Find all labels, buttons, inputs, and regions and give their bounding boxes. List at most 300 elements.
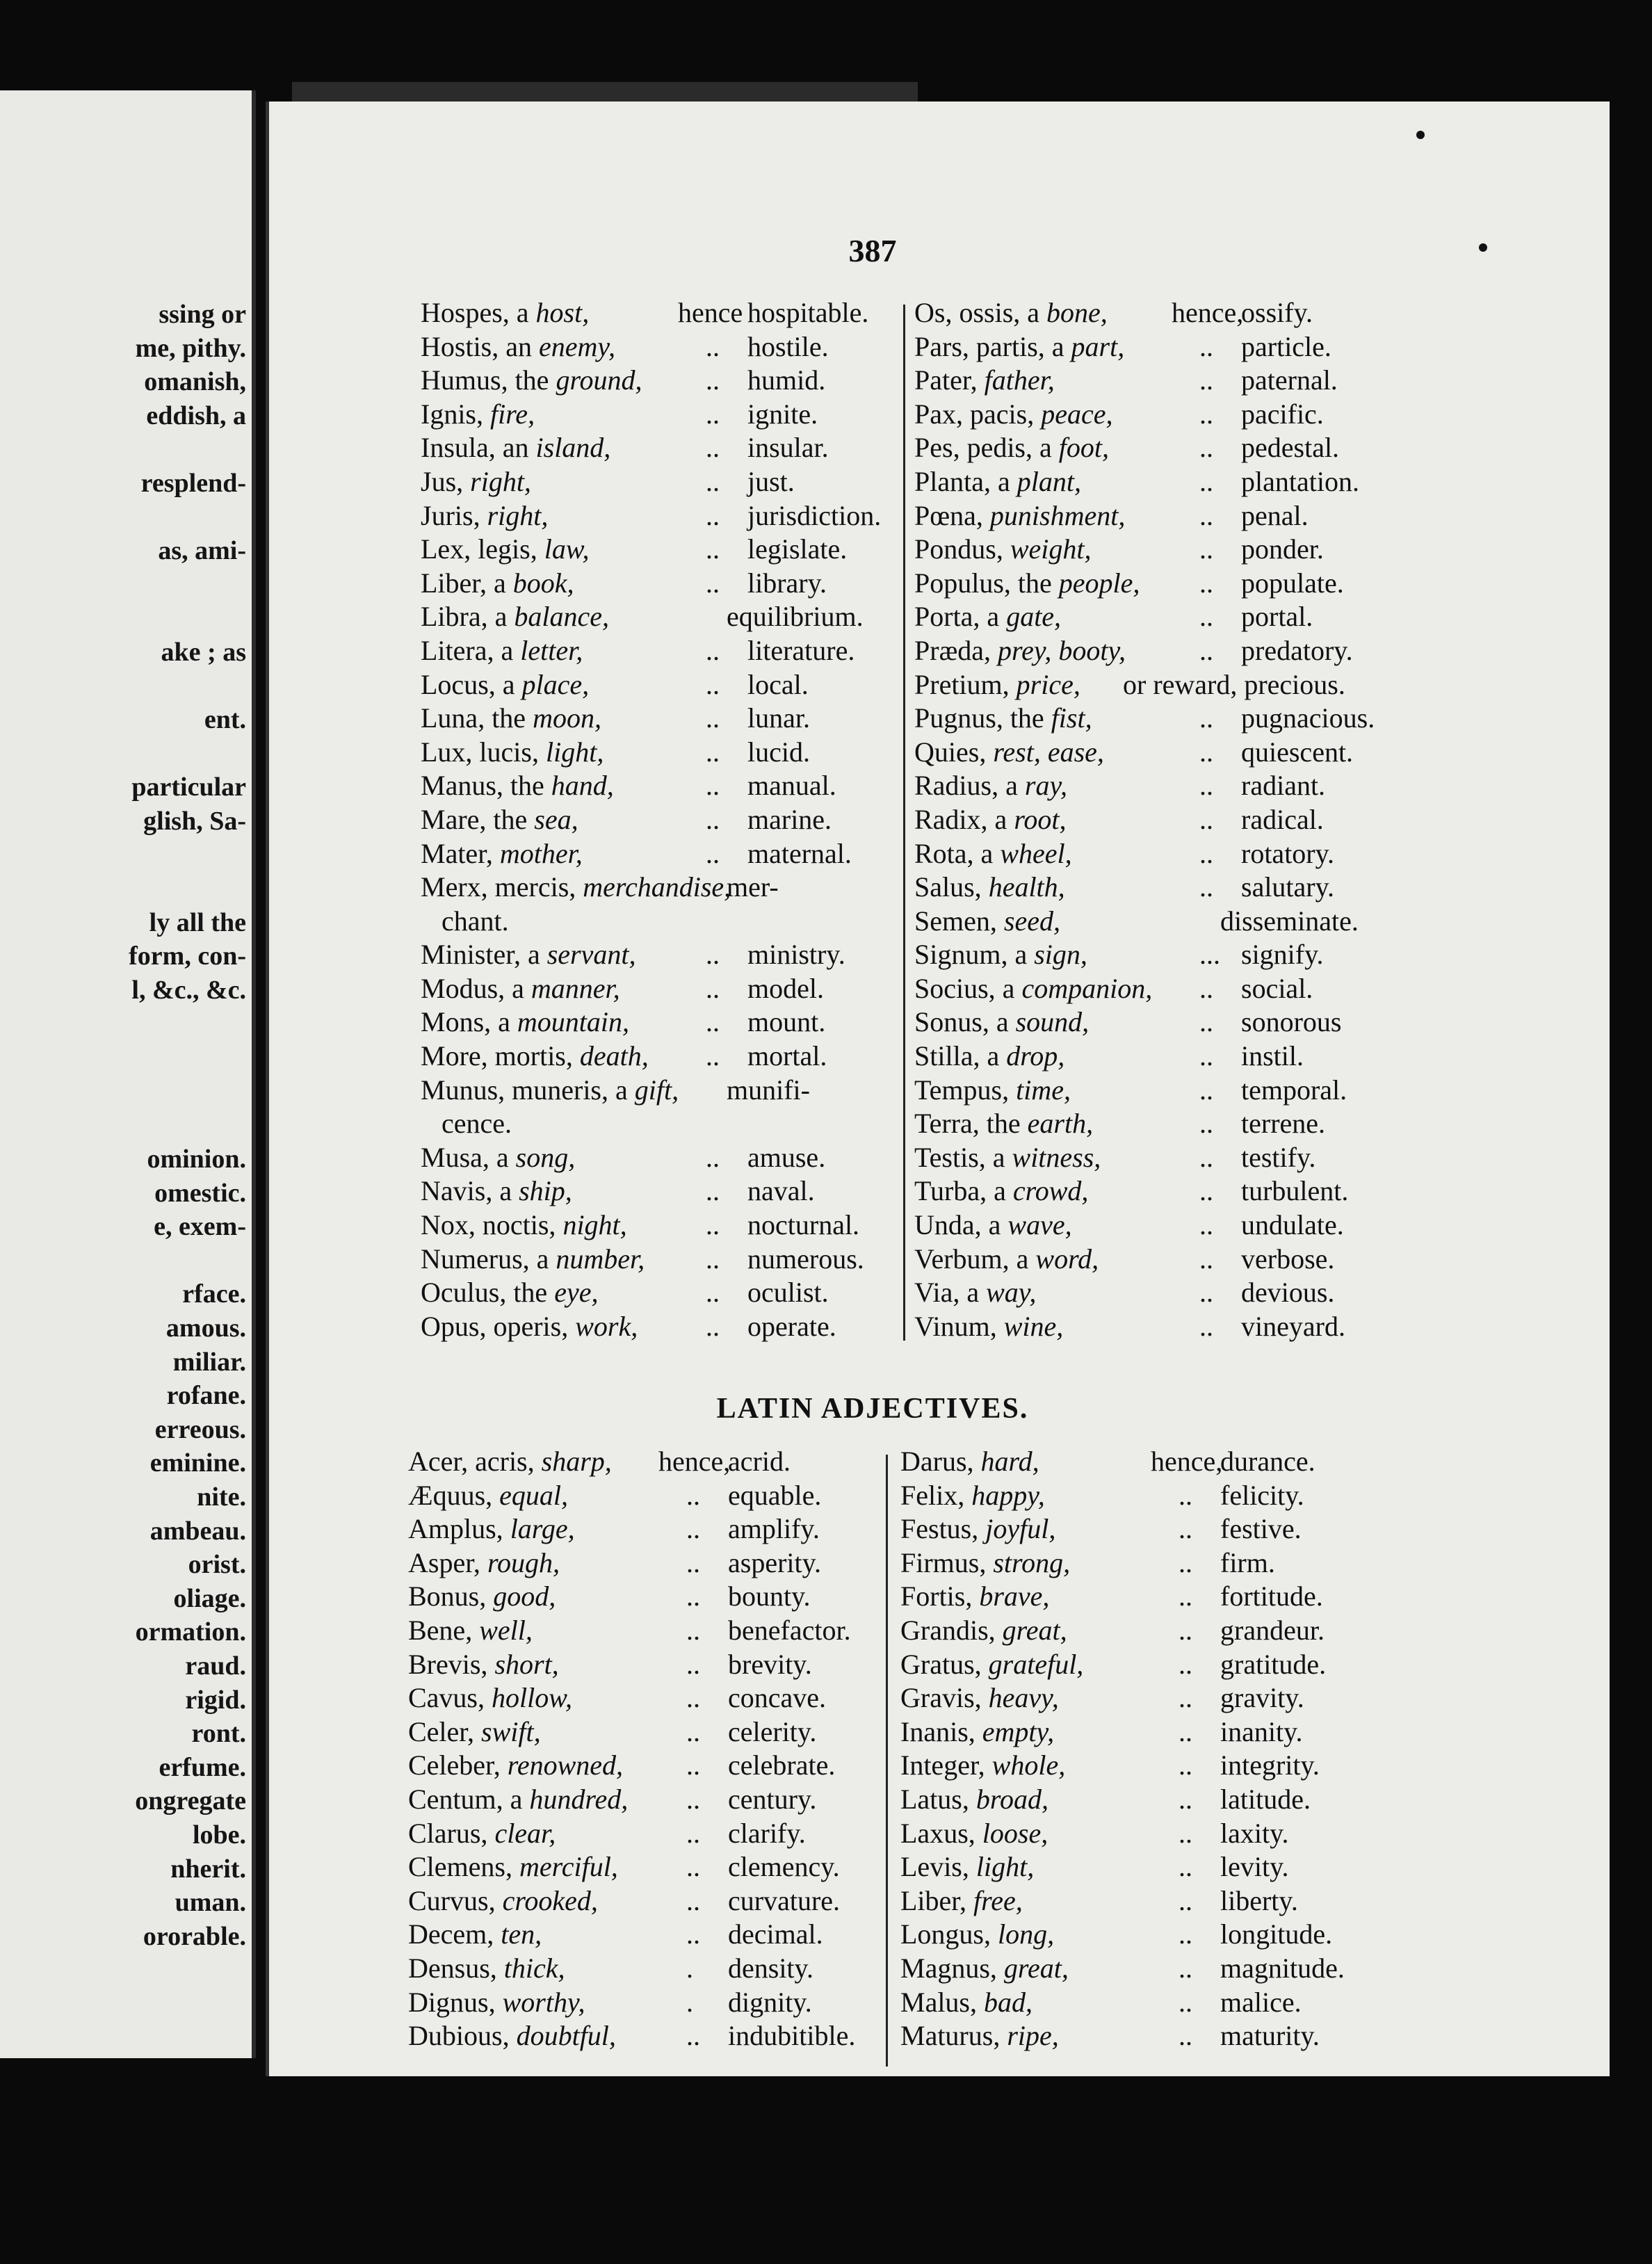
meaning: great, xyxy=(1002,1614,1067,1646)
latin-headword: Bonus, xyxy=(408,1580,494,1612)
entry-row xyxy=(914,1141,1415,1175)
meaning: people, xyxy=(1058,567,1140,599)
english-derivative: durance. xyxy=(1220,1446,1315,1477)
latin-headword: Liber, xyxy=(900,1884,974,1916)
latin-headword: Celeber, xyxy=(408,1749,508,1781)
leader: hence, xyxy=(1172,297,1244,328)
latin-headword: Humus, the xyxy=(421,364,556,396)
latin-word xyxy=(914,871,1065,905)
leader: .. xyxy=(706,499,720,531)
latin-headword: Acer, acris, xyxy=(408,1446,542,1477)
meaning: crooked, xyxy=(502,1884,598,1916)
meaning: ten, xyxy=(501,1918,542,1950)
latin-headword: Munus, muneris, a xyxy=(421,1074,635,1106)
latin-word xyxy=(421,533,590,567)
leader: .. xyxy=(1199,803,1213,835)
meaning: book, xyxy=(512,567,574,599)
entry-row xyxy=(408,1986,888,2020)
entry-row xyxy=(900,1681,1401,1715)
latin-headword: Amplus, xyxy=(408,1513,510,1545)
latin-headword: Quies, xyxy=(914,736,994,768)
english-derivative: turbulent. xyxy=(1241,1175,1349,1207)
latin-word xyxy=(421,769,614,803)
meaning: witness, xyxy=(1012,1141,1101,1173)
leader: .. xyxy=(706,736,720,768)
latin-word xyxy=(900,1648,1083,1682)
latin-word xyxy=(900,1749,1065,1783)
english-derivative: pacific. xyxy=(1241,398,1324,430)
meaning: empty, xyxy=(982,1715,1055,1747)
english-derivative: celebrate. xyxy=(728,1749,836,1781)
entry-row xyxy=(421,634,900,668)
entry-row xyxy=(421,938,900,972)
entry-row xyxy=(914,1208,1415,1243)
entry-row xyxy=(421,431,900,465)
latin-headword: Salus, xyxy=(914,871,989,903)
meaning: wine, xyxy=(1003,1310,1064,1342)
entry-row xyxy=(914,499,1415,533)
meaning: large, xyxy=(510,1513,575,1545)
meaning: light, xyxy=(545,736,604,768)
meaning: night, xyxy=(562,1209,627,1241)
leader: .. xyxy=(1199,499,1213,531)
entry-row xyxy=(421,398,900,432)
english-derivative: mount. xyxy=(747,1006,826,1038)
meaning: root, xyxy=(1014,803,1067,835)
english-derivative: humid. xyxy=(747,364,826,396)
latin-word xyxy=(914,533,1091,567)
latin-headword: Ignis, xyxy=(421,398,490,430)
latin-word xyxy=(421,398,535,432)
meaning: strong, xyxy=(993,1546,1071,1578)
english-derivative: mer- xyxy=(727,871,779,903)
leader: .. xyxy=(1179,1918,1192,1950)
entry-row xyxy=(914,1005,1415,1040)
leader: .. xyxy=(686,1546,700,1578)
meaning: ray, xyxy=(1024,770,1067,802)
entry-row xyxy=(914,1243,1415,1277)
latin-word xyxy=(914,499,1125,533)
entry-row xyxy=(408,1850,888,1884)
entry-row xyxy=(421,1040,900,1074)
latin-word xyxy=(408,1850,618,1884)
english-derivative: gratitude. xyxy=(1220,1648,1327,1680)
leader: .. xyxy=(1199,1310,1213,1342)
entry-row xyxy=(421,1005,900,1040)
english-derivative: terrene. xyxy=(1241,1108,1326,1140)
entry-row xyxy=(421,702,900,736)
entry-row xyxy=(900,1614,1401,1648)
english-derivative: marine. xyxy=(747,803,832,835)
english-derivative: naval. xyxy=(747,1175,815,1207)
english-derivative: local. xyxy=(747,668,809,700)
meaning: number, xyxy=(556,1243,645,1275)
leader: .. xyxy=(1199,1175,1213,1207)
leader: .. xyxy=(1199,1277,1213,1309)
entry-row xyxy=(408,1614,888,1648)
entry-row xyxy=(900,1952,1401,1986)
meaning: servant, xyxy=(546,939,636,971)
english-derivative: lucid. xyxy=(747,736,810,768)
english-derivative: salutary. xyxy=(1241,871,1335,903)
entry-row xyxy=(421,1243,900,1277)
meaning: father, xyxy=(984,364,1055,396)
leader: .. xyxy=(686,1783,700,1815)
leader: .. xyxy=(706,1141,720,1173)
latin-word xyxy=(421,1276,598,1310)
latin-headword: Liber, a xyxy=(421,567,513,599)
latin-word xyxy=(408,1986,585,2020)
latin-headword: Navis, a xyxy=(421,1175,519,1207)
entry-row xyxy=(408,1952,888,1986)
english-derivative: integrity. xyxy=(1220,1749,1320,1781)
leader: .. xyxy=(686,2020,700,2052)
leader: .. xyxy=(1199,533,1213,565)
meaning: short, xyxy=(494,1648,559,1680)
english-derivative: oculist. xyxy=(747,1277,829,1309)
latin-headword: Pugnus, the xyxy=(914,702,1051,734)
leader: .. xyxy=(686,1682,700,1714)
latin-headword: Clemens, xyxy=(408,1851,519,1883)
latin-word xyxy=(900,1546,1070,1580)
entry-continuation xyxy=(421,1107,900,1141)
meaning: place, xyxy=(521,668,590,700)
nouns-column-left xyxy=(421,296,900,1343)
latin-word xyxy=(914,330,1124,364)
latin-headword: Densus, xyxy=(408,1952,504,1984)
leader: .. xyxy=(686,1884,700,1916)
ink-speck xyxy=(1416,131,1425,139)
leader: hence, xyxy=(658,1446,731,1477)
latin-headword: Bene, xyxy=(408,1614,480,1646)
entry-row xyxy=(914,1276,1415,1310)
latin-word xyxy=(421,499,548,533)
latin-word xyxy=(900,1580,1049,1614)
leader: .. xyxy=(1179,1715,1192,1747)
latin-headword: Mater, xyxy=(421,837,500,869)
meaning: ground, xyxy=(556,364,642,396)
meaning: letter, xyxy=(520,634,583,666)
english-derivative: radiant. xyxy=(1241,770,1326,802)
leader: .. xyxy=(1199,871,1213,903)
latin-word xyxy=(914,1208,1072,1243)
latin-headword: Radix, a xyxy=(914,803,1014,835)
english-derivative: paternal. xyxy=(1241,364,1338,396)
latin-headword: Jus, xyxy=(421,465,471,497)
leader: .. xyxy=(1199,1243,1213,1275)
meaning: brave, xyxy=(979,1580,1050,1612)
latin-word xyxy=(914,1005,1089,1040)
latin-word xyxy=(914,837,1072,871)
meaning: drop, xyxy=(1006,1040,1065,1072)
meaning: clear, xyxy=(494,1817,556,1849)
latin-headword: Juris, xyxy=(421,499,487,531)
latin-headword: Via, a xyxy=(914,1277,987,1309)
english-derivative: concave. xyxy=(728,1682,827,1714)
left-page-line: as, ami- xyxy=(158,536,246,566)
latin-word xyxy=(914,1276,1036,1310)
entry-row xyxy=(900,1445,1401,1479)
latin-word xyxy=(900,1850,1034,1884)
left-page-line: erreous. xyxy=(154,1414,246,1444)
left-page-line: resplend- xyxy=(140,469,246,498)
latin-headword: Pœna, xyxy=(914,499,990,531)
english-derivative: sonorous xyxy=(1241,1006,1342,1038)
leader: .. xyxy=(706,1175,720,1207)
latin-word xyxy=(408,1749,623,1783)
english-derivative: liberty. xyxy=(1220,1884,1298,1916)
leader: .. xyxy=(1199,398,1213,430)
leader: .. xyxy=(706,837,720,869)
leader: .. xyxy=(1199,736,1213,768)
latin-word xyxy=(900,1681,1059,1715)
english-derivative: gravity. xyxy=(1220,1682,1304,1714)
entry-row xyxy=(408,1749,888,1783)
english-derivative: acrid. xyxy=(728,1446,791,1477)
leader: .. xyxy=(1199,432,1213,464)
entry-row xyxy=(914,668,1415,702)
meaning: word, xyxy=(1035,1243,1099,1275)
meaning: earth, xyxy=(1027,1108,1094,1140)
latin-headword: Populus, the xyxy=(914,567,1059,599)
english-derivative: equilibrium. xyxy=(727,601,864,633)
leader: .. xyxy=(706,702,720,734)
latin-word xyxy=(914,1107,1093,1141)
leader: .. xyxy=(706,533,720,565)
left-page-line: erfume. xyxy=(159,1752,246,1782)
latin-word xyxy=(408,1884,598,1918)
english-derivative: model. xyxy=(747,972,824,1004)
latin-headword: Numerus, a xyxy=(421,1243,556,1275)
latin-headword: Porta, a xyxy=(914,601,1007,633)
entry-row xyxy=(421,668,900,702)
latin-headword: Semen, xyxy=(914,905,1004,937)
meaning: thick, xyxy=(503,1952,565,1984)
leader: .. xyxy=(1199,364,1213,396)
entry-row xyxy=(914,837,1415,871)
leader: .. xyxy=(706,1006,720,1038)
leader: .. xyxy=(1179,1851,1192,1883)
english-derivative: ignite. xyxy=(747,398,818,430)
latin-word xyxy=(900,1817,1048,1851)
latin-headword: Gratus, xyxy=(900,1648,989,1680)
english-derivative: curvature. xyxy=(728,1884,841,1916)
leader: ... xyxy=(1199,939,1220,971)
english-derivative: undulate. xyxy=(1241,1209,1344,1241)
leader: .. xyxy=(706,1209,720,1241)
latin-headword: Pretium, xyxy=(914,668,1017,700)
latin-word xyxy=(900,1783,1048,1817)
latin-headword: Pax, pacis, xyxy=(914,398,1042,430)
latin-word xyxy=(421,296,589,330)
latin-headword: Maturus, xyxy=(900,2020,1007,2052)
entry-row xyxy=(421,567,900,601)
latin-word xyxy=(421,871,731,905)
meaning: rest, ease, xyxy=(993,736,1104,768)
meaning: heavy, xyxy=(988,1682,1059,1714)
english-derivative: jurisdiction. xyxy=(747,499,882,531)
left-page-line: omestic. xyxy=(154,1178,246,1208)
latin-word xyxy=(421,938,635,972)
latin-word xyxy=(914,1310,1063,1344)
latin-headword: Pondus, xyxy=(914,533,1010,565)
latin-headword: Centum, a xyxy=(408,1783,530,1815)
latin-word xyxy=(408,1614,533,1648)
english-derivative: density. xyxy=(728,1952,813,1984)
english-derivative: fortitude. xyxy=(1220,1580,1323,1612)
latin-word xyxy=(914,702,1092,736)
english-derivative: disseminate. xyxy=(1220,905,1359,937)
meaning: work, xyxy=(575,1310,638,1342)
meaning: death, xyxy=(579,1040,649,1072)
latin-word xyxy=(914,1074,1071,1108)
latin-headword: Levis, xyxy=(900,1851,976,1883)
english-derivative: penal. xyxy=(1241,499,1309,531)
meaning: health, xyxy=(988,871,1065,903)
entry-row xyxy=(421,736,900,770)
english-derivative: predatory. xyxy=(1241,634,1353,666)
left-page-line: amous. xyxy=(165,1313,246,1343)
english-derivative: firm. xyxy=(1220,1546,1275,1578)
leader: .. xyxy=(1179,1513,1192,1545)
left-page-line: lobe. xyxy=(192,1820,246,1850)
meaning: grateful, xyxy=(988,1648,1084,1680)
entry-row xyxy=(421,871,900,905)
latin-headword: Laxus, xyxy=(900,1817,982,1849)
book-page xyxy=(266,102,1610,2076)
left-page-line: particular xyxy=(131,773,246,802)
continuation-text: chant. xyxy=(442,905,509,937)
english-derivative: benefactor. xyxy=(728,1614,851,1646)
latin-headword: Lux, lucis, xyxy=(421,736,546,768)
left-page-line: raud. xyxy=(185,1651,246,1681)
entry-row xyxy=(900,1715,1401,1749)
english-derivative: vineyard. xyxy=(1241,1310,1345,1342)
latin-word xyxy=(421,567,574,601)
meaning: light, xyxy=(975,1851,1035,1883)
latin-headword: Æquus, xyxy=(408,1479,500,1511)
latin-headword: Modus, a xyxy=(421,972,531,1004)
english-derivative: malice. xyxy=(1220,1986,1302,2018)
latin-word xyxy=(408,1715,541,1749)
entry-row xyxy=(914,533,1415,567)
latin-headword: Terra, the xyxy=(914,1108,1028,1140)
latin-headword: Felix, xyxy=(900,1479,972,1511)
entry-row xyxy=(914,803,1415,837)
meaning: sea, xyxy=(534,803,578,835)
meaning: balance, xyxy=(514,601,609,633)
latin-word xyxy=(408,1817,556,1851)
latin-headword: Fortis, xyxy=(900,1580,980,1612)
leader: .. xyxy=(706,364,720,396)
latin-headword: Asper, xyxy=(408,1546,487,1578)
latin-word xyxy=(914,769,1067,803)
english-derivative: plantation. xyxy=(1241,465,1359,497)
entry-row xyxy=(900,1512,1401,1546)
entry-row xyxy=(900,1648,1401,1682)
left-page-line: glish, Sa- xyxy=(143,807,246,836)
meaning: great, xyxy=(1003,1952,1069,1984)
latin-headword: Grandis, xyxy=(900,1614,1003,1646)
meaning: fire, xyxy=(490,398,535,430)
latin-word xyxy=(914,600,1061,634)
latin-headword: Turba, a xyxy=(914,1175,1013,1207)
entry-row xyxy=(914,871,1415,905)
adjectives-column-right xyxy=(900,1445,1401,2053)
latin-headword: Firmus, xyxy=(900,1546,994,1578)
english-derivative: social. xyxy=(1241,972,1313,1004)
english-derivative: insular. xyxy=(747,432,829,464)
left-page-line: miliar. xyxy=(172,1347,246,1377)
entry-row xyxy=(914,905,1415,939)
leader: .. xyxy=(706,770,720,802)
leader: .. xyxy=(706,465,720,497)
entry-row xyxy=(408,1783,888,1817)
leader: .. xyxy=(706,668,720,700)
entry-row xyxy=(408,1918,888,1952)
entry-row xyxy=(914,398,1415,432)
meaning: doubtful, xyxy=(516,2020,616,2052)
meaning: seed, xyxy=(1003,905,1060,937)
english-derivative: amuse. xyxy=(747,1141,826,1173)
english-derivative: lunar. xyxy=(747,702,810,734)
latin-headword: Celer, xyxy=(408,1715,482,1747)
latin-headword: Pater, xyxy=(914,364,985,396)
meaning: hand, xyxy=(551,770,614,802)
latin-word xyxy=(914,972,1152,1006)
meaning: crowd, xyxy=(1012,1175,1089,1207)
entry-row xyxy=(900,1783,1401,1817)
latin-word xyxy=(914,1243,1099,1277)
entry-row xyxy=(900,1479,1401,1513)
leader: .. xyxy=(686,1614,700,1646)
english-derivative: library. xyxy=(747,567,827,599)
entry-row xyxy=(421,837,900,871)
english-derivative: longitude. xyxy=(1220,1918,1333,1950)
leader: .. xyxy=(706,634,720,666)
left-page-line: orist. xyxy=(188,1550,246,1580)
latin-headword: Testis, a xyxy=(914,1141,1012,1173)
entry-row xyxy=(408,1817,888,1851)
entry-row xyxy=(914,364,1415,398)
entry-row xyxy=(914,736,1415,770)
entry-row xyxy=(900,1850,1401,1884)
meaning: punishment, xyxy=(989,499,1126,531)
meaning: bad, xyxy=(984,1986,1032,2018)
left-page-line: rofane. xyxy=(166,1381,246,1411)
meaning: good, xyxy=(493,1580,556,1612)
entry-row xyxy=(914,769,1415,803)
meaning: sign, xyxy=(1034,939,1087,971)
leader: .. xyxy=(1179,1546,1192,1578)
latin-headword: Luna, the xyxy=(421,702,533,734)
english-derivative: bounty. xyxy=(728,1580,811,1612)
latin-word xyxy=(914,1141,1101,1175)
leader: . xyxy=(686,1952,693,1984)
entry-row xyxy=(900,1580,1401,1614)
meaning: whole, xyxy=(991,1749,1066,1781)
meaning: law, xyxy=(544,533,590,565)
leader: . xyxy=(686,1986,693,2018)
leader: .. xyxy=(1199,567,1213,599)
left-page-line: rface. xyxy=(182,1279,246,1309)
meaning: long, xyxy=(998,1918,1055,1950)
latin-headword: Unda, a xyxy=(914,1209,1008,1241)
latin-word xyxy=(421,1074,679,1108)
latin-word xyxy=(914,1174,1088,1208)
entry-row xyxy=(408,1546,888,1580)
meaning: hundred, xyxy=(529,1783,629,1815)
